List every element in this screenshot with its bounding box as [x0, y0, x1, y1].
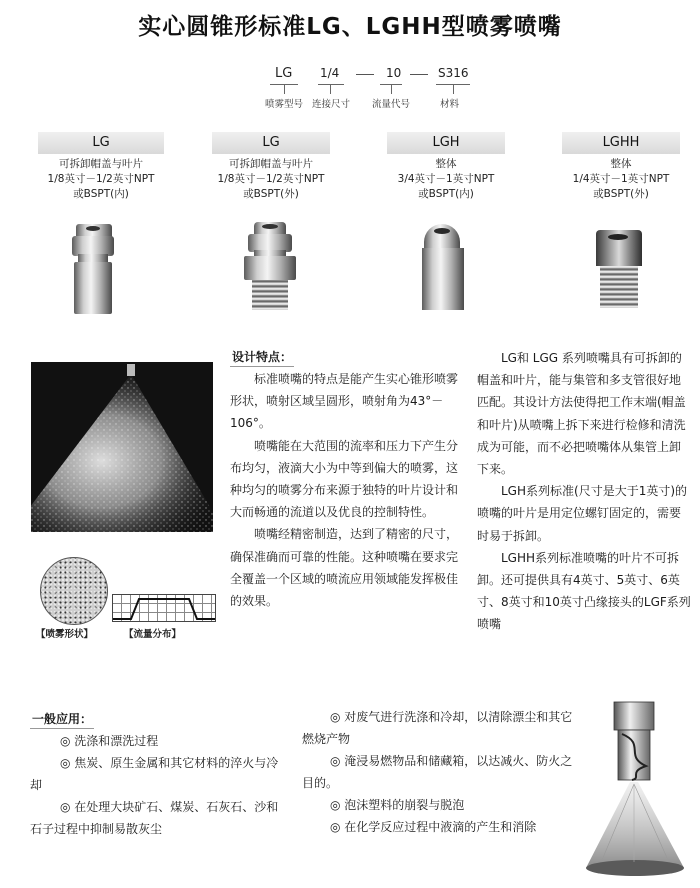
code-part-flow: 10	[386, 66, 402, 80]
product-desc-line: 整体	[610, 158, 632, 170]
product-desc	[38, 157, 164, 202]
applications-right	[302, 706, 580, 838]
product-desc-line: 可拆卸帽盖与叶片	[229, 158, 313, 170]
product-name: LG	[212, 132, 330, 154]
product-desc-line: 1/4英寸－1英寸NPT	[572, 173, 670, 185]
page-title: 实心圆锥形标准LG、LGHH型喷雾喷嘴	[138, 14, 562, 40]
design-paragraph: 标准喷嘴的特点是能产生实心锥形喷雾形状，喷射区域呈圆形，喷射角为43°－106°。	[230, 372, 459, 431]
product-desc	[562, 157, 680, 202]
product-desc-line: 或BSPT(内)	[73, 188, 129, 200]
code-tick	[391, 84, 392, 94]
code-part-material: S316	[438, 66, 469, 80]
flow-curve	[113, 595, 215, 621]
product-desc-line: 1/8英寸－1/2英寸NPT	[217, 173, 325, 185]
model-code	[250, 64, 480, 112]
design-paragraph: 喷嘴能在大范围的流率和压力下产生分布均匀，液滴大小为中等到偏大的喷雾，这种均匀的喷雾分布来源于独特的叶片设计和大而畅通的流道以及优良的控制特性。	[230, 438, 459, 520]
product-card	[562, 132, 680, 202]
product-desc-line: 或BSPT(内)	[418, 188, 474, 200]
nozzle-lg-female-icon	[68, 224, 118, 316]
spray-shape-diagram	[40, 557, 108, 625]
series-text	[477, 347, 691, 636]
series-paragraph: LGH系列标准(尺寸是大于1英寸)的喷嘴的叶片是用定位螺钉固定的，需要时易于拆卸。	[477, 484, 688, 543]
product-desc-line: 可拆卸帽盖与叶片	[59, 158, 143, 170]
code-dash	[410, 74, 428, 75]
product-card	[38, 132, 164, 202]
code-tick	[284, 84, 285, 94]
product-desc	[212, 157, 330, 202]
spray-photo	[31, 362, 213, 532]
code-part-size: 1/4	[320, 66, 340, 80]
nozzle-lg-male-icon	[240, 222, 300, 312]
product-name: LGH	[387, 132, 505, 154]
application-item: ◎ 淹浸易燃物品和储藏箱，以达减火、防火之目的。	[302, 754, 573, 790]
cutaway-spray-icon	[584, 700, 688, 880]
flow-distribution-diagram	[112, 594, 216, 622]
code-dash	[356, 74, 374, 75]
design-paragraph: 喷嘴经精密制造，达到了精密的尺寸，确保准确而可靠的性能。这种喷嘴在要求完全覆盖一个区域的喷流应用领域能发挥极佳的效果。	[230, 527, 459, 609]
code-tick	[330, 84, 331, 94]
flow-dist-caption: 【流量分布】	[124, 629, 182, 640]
product-desc-line: 或BSPT(外)	[243, 188, 299, 200]
code-caption-series: 喷雾型号	[265, 99, 304, 110]
application-item: ◎ 泡沫塑料的崩裂与脱泡	[330, 798, 465, 812]
series-paragraph: LGHH系列标准喷嘴的叶片不可拆卸。还可提供具有4英寸、5英寸、6英寸、8英寸和10英寸凸缘接头的LGF系列喷嘴	[477, 550, 691, 632]
product-desc	[387, 157, 505, 202]
nozzle-lgh-icon	[418, 224, 468, 312]
code-caption-material: 材料	[440, 99, 460, 110]
application-item: ◎ 在处理大块矿石、煤炭、石灰石、沙和石子过程中抑制易散灰尘	[30, 800, 279, 836]
application-item: ◎ 对废气进行洗涤和冷却，以清除漂尘和其它燃烧产物	[302, 710, 573, 746]
application-item: ◎ 在化学反应过程中液滴的产生和消除	[330, 820, 537, 834]
code-part-series: LG	[275, 66, 293, 81]
application-item: ◎ 焦炭、原生金属和其它材料的淬火与冷却	[30, 756, 279, 792]
applications-left	[30, 730, 284, 840]
code-tick	[453, 84, 454, 94]
product-card	[387, 132, 505, 202]
product-name: LG	[38, 132, 164, 154]
code-caption-size: 连接尺寸	[312, 99, 351, 110]
spray-shape-caption: 【喷雾形状】	[36, 629, 94, 640]
product-desc-line: 整体	[435, 158, 457, 170]
product-desc-line: 1/8英寸－1/2英寸NPT	[47, 173, 155, 185]
product-desc-line: 或BSPT(外)	[593, 188, 649, 200]
application-item: ◎ 洗涤和漂洗过程	[60, 734, 159, 748]
design-text	[230, 368, 468, 612]
product-card	[212, 132, 330, 202]
nozzle-lghh-icon	[594, 230, 644, 310]
code-underline	[318, 84, 344, 85]
spray-cone-image	[31, 362, 213, 532]
series-paragraph: LG和 LGG 系列喷嘴具有可拆卸的帽盖和叶片，能与集管和多支管很好地匹配。其设计方法使得把工作末端(帽盖和叶片)从喷嘴上拆下来进行检修和清洗成为可能，而不必把喷嘴体从集管上卸下来。	[477, 351, 686, 477]
product-name: LGHH	[562, 132, 680, 154]
nozzle-cutaway-illustration	[584, 700, 688, 880]
code-caption-flow: 流量代号	[372, 99, 411, 110]
design-heading: 设计特点：	[230, 348, 294, 367]
applications-heading: 一般应用：	[30, 710, 94, 729]
product-desc-line: 3/4英寸－1英寸NPT	[397, 173, 495, 185]
